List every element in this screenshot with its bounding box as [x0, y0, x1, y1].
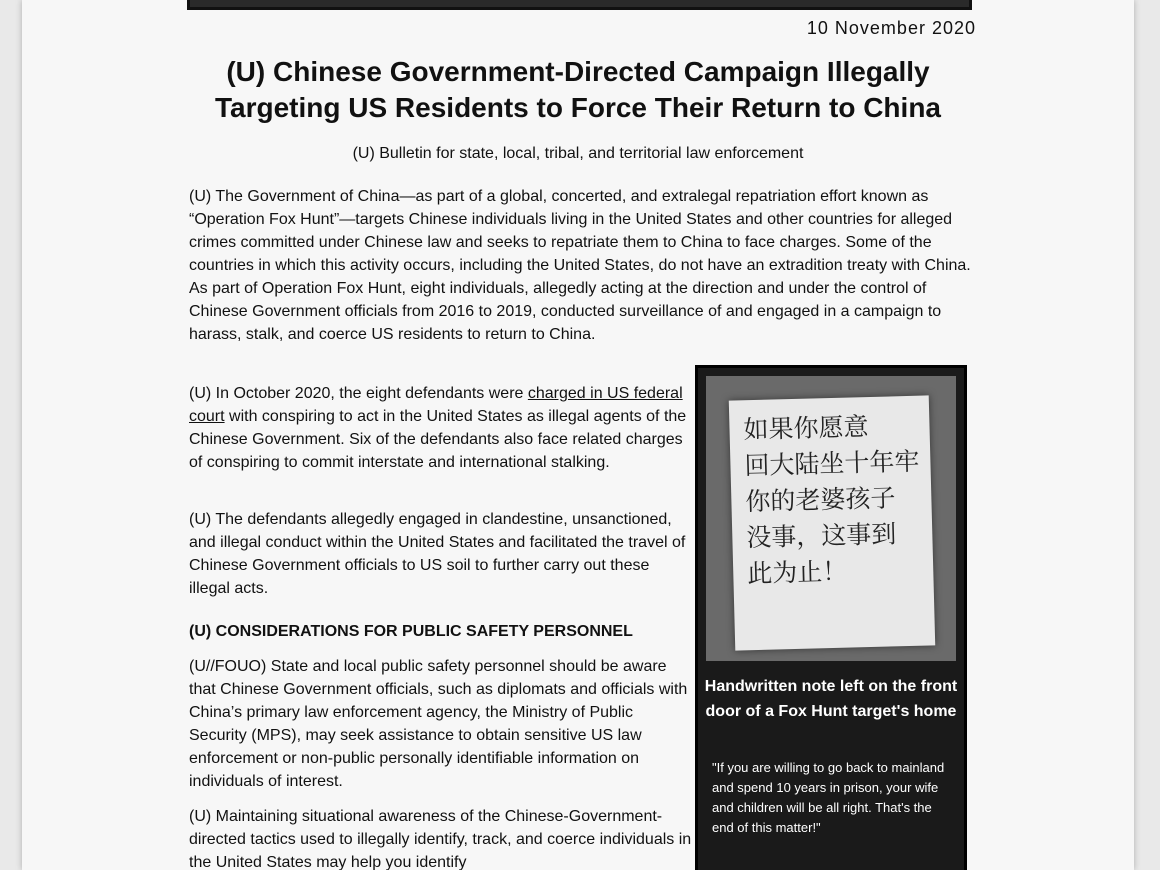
- paragraph-charges-text: (U) In October 2020, the eight defendants were: [189, 385, 528, 402]
- note-line-4: 没事，这事到: [745, 519, 897, 553]
- paragraph-situational-awareness: (U) Maintaining situational awareness of the Chinese-Government-directed tactics used to illegally identify, track, and coerce individuals in the United States may help you identify: [189, 808, 692, 870]
- note-photo: [706, 376, 956, 661]
- note-translation: "If you are willing to go back to mainland and spend 10 years in prison, your wife and children will be all right. That's the end of this matter!": [712, 760, 945, 835]
- title-line-2: Targeting US Residents to Force Their Return to China: [215, 92, 941, 123]
- note-line-5: 此为止！: [746, 556, 848, 589]
- section-heading: (U) CONSIDERATIONS FOR PUBLIC SAFETY PERSONNEL: [189, 623, 633, 640]
- document-title: [22, 54, 1134, 126]
- paragraph-operation-fox-hunt: (U) The Government of China—as part of a global, concerted, and extralegal repatriation effort known as “Operation Fox Hunt”—targets Chinese individuals living in the United States and other countries for alleged crimes committed under Chinese law and seeks to repatriate them to China to face charges. Some of the countries in which this activity occurs, including the United States, do not have an extradition treaty with China. As part of Operation Fox Hunt, eight individuals, allegedly acting at the direction and under the control of Chinese Government officials from 2016 to 2019, conducted surveillance of and engaged in a campaign to harass, stalk, and coerce US residents to return to China.: [189, 188, 971, 343]
- paragraph-public-safety: (U//FOUO) State and local public safety personnel should be aware that Chinese Government officials, such as diplomats and officials with China’s primary law enforcement agency, the Ministry of Public Security (MPS), may seek assistance to obtain sensitive US law enforcement or non-public personally identifiable information on individuals of interest.: [189, 658, 688, 790]
- header-band: [187, 0, 972, 10]
- paragraph-charges-text-rest: with conspiring to act in the United States as illegal agents of the Chinese Government. Six of the defendants also face related charges of conspiring to commit interstate and international stalking.: [189, 408, 687, 471]
- title-line-1: (U) Chinese Government-Directed Campaign Illegally: [226, 56, 930, 87]
- note-line-1: 如果你愿意: [743, 412, 869, 445]
- note-line-2: 回大陆坐十年牢: [744, 446, 920, 481]
- handwritten-note-text: [743, 408, 924, 593]
- paragraph-defendants-conduct: (U) The defendants allegedly engaged in clandestine, unsanctioned, and illegal conduct within the United States and facilitated the travel of Chinese Government officials to US soil to further carry out these illegal acts.: [189, 511, 686, 597]
- paragraph-charges: [189, 382, 694, 474]
- sidebar-figure: [695, 365, 967, 870]
- document-subtitle: (U) Bulletin for state, local, tribal, and territorial law enforcement: [352, 145, 804, 162]
- document-page: [22, 0, 1134, 870]
- note-line-3: 你的老婆孩子: [745, 483, 896, 517]
- charged-in-court-link[interactable]: charged in US federal court: [189, 385, 683, 425]
- document-date: 10 November 2020: [806, 18, 976, 38]
- handwritten-note: [729, 395, 935, 650]
- figure-caption: Handwritten note left on the front door of a Fox Hunt target's home: [704, 678, 958, 720]
